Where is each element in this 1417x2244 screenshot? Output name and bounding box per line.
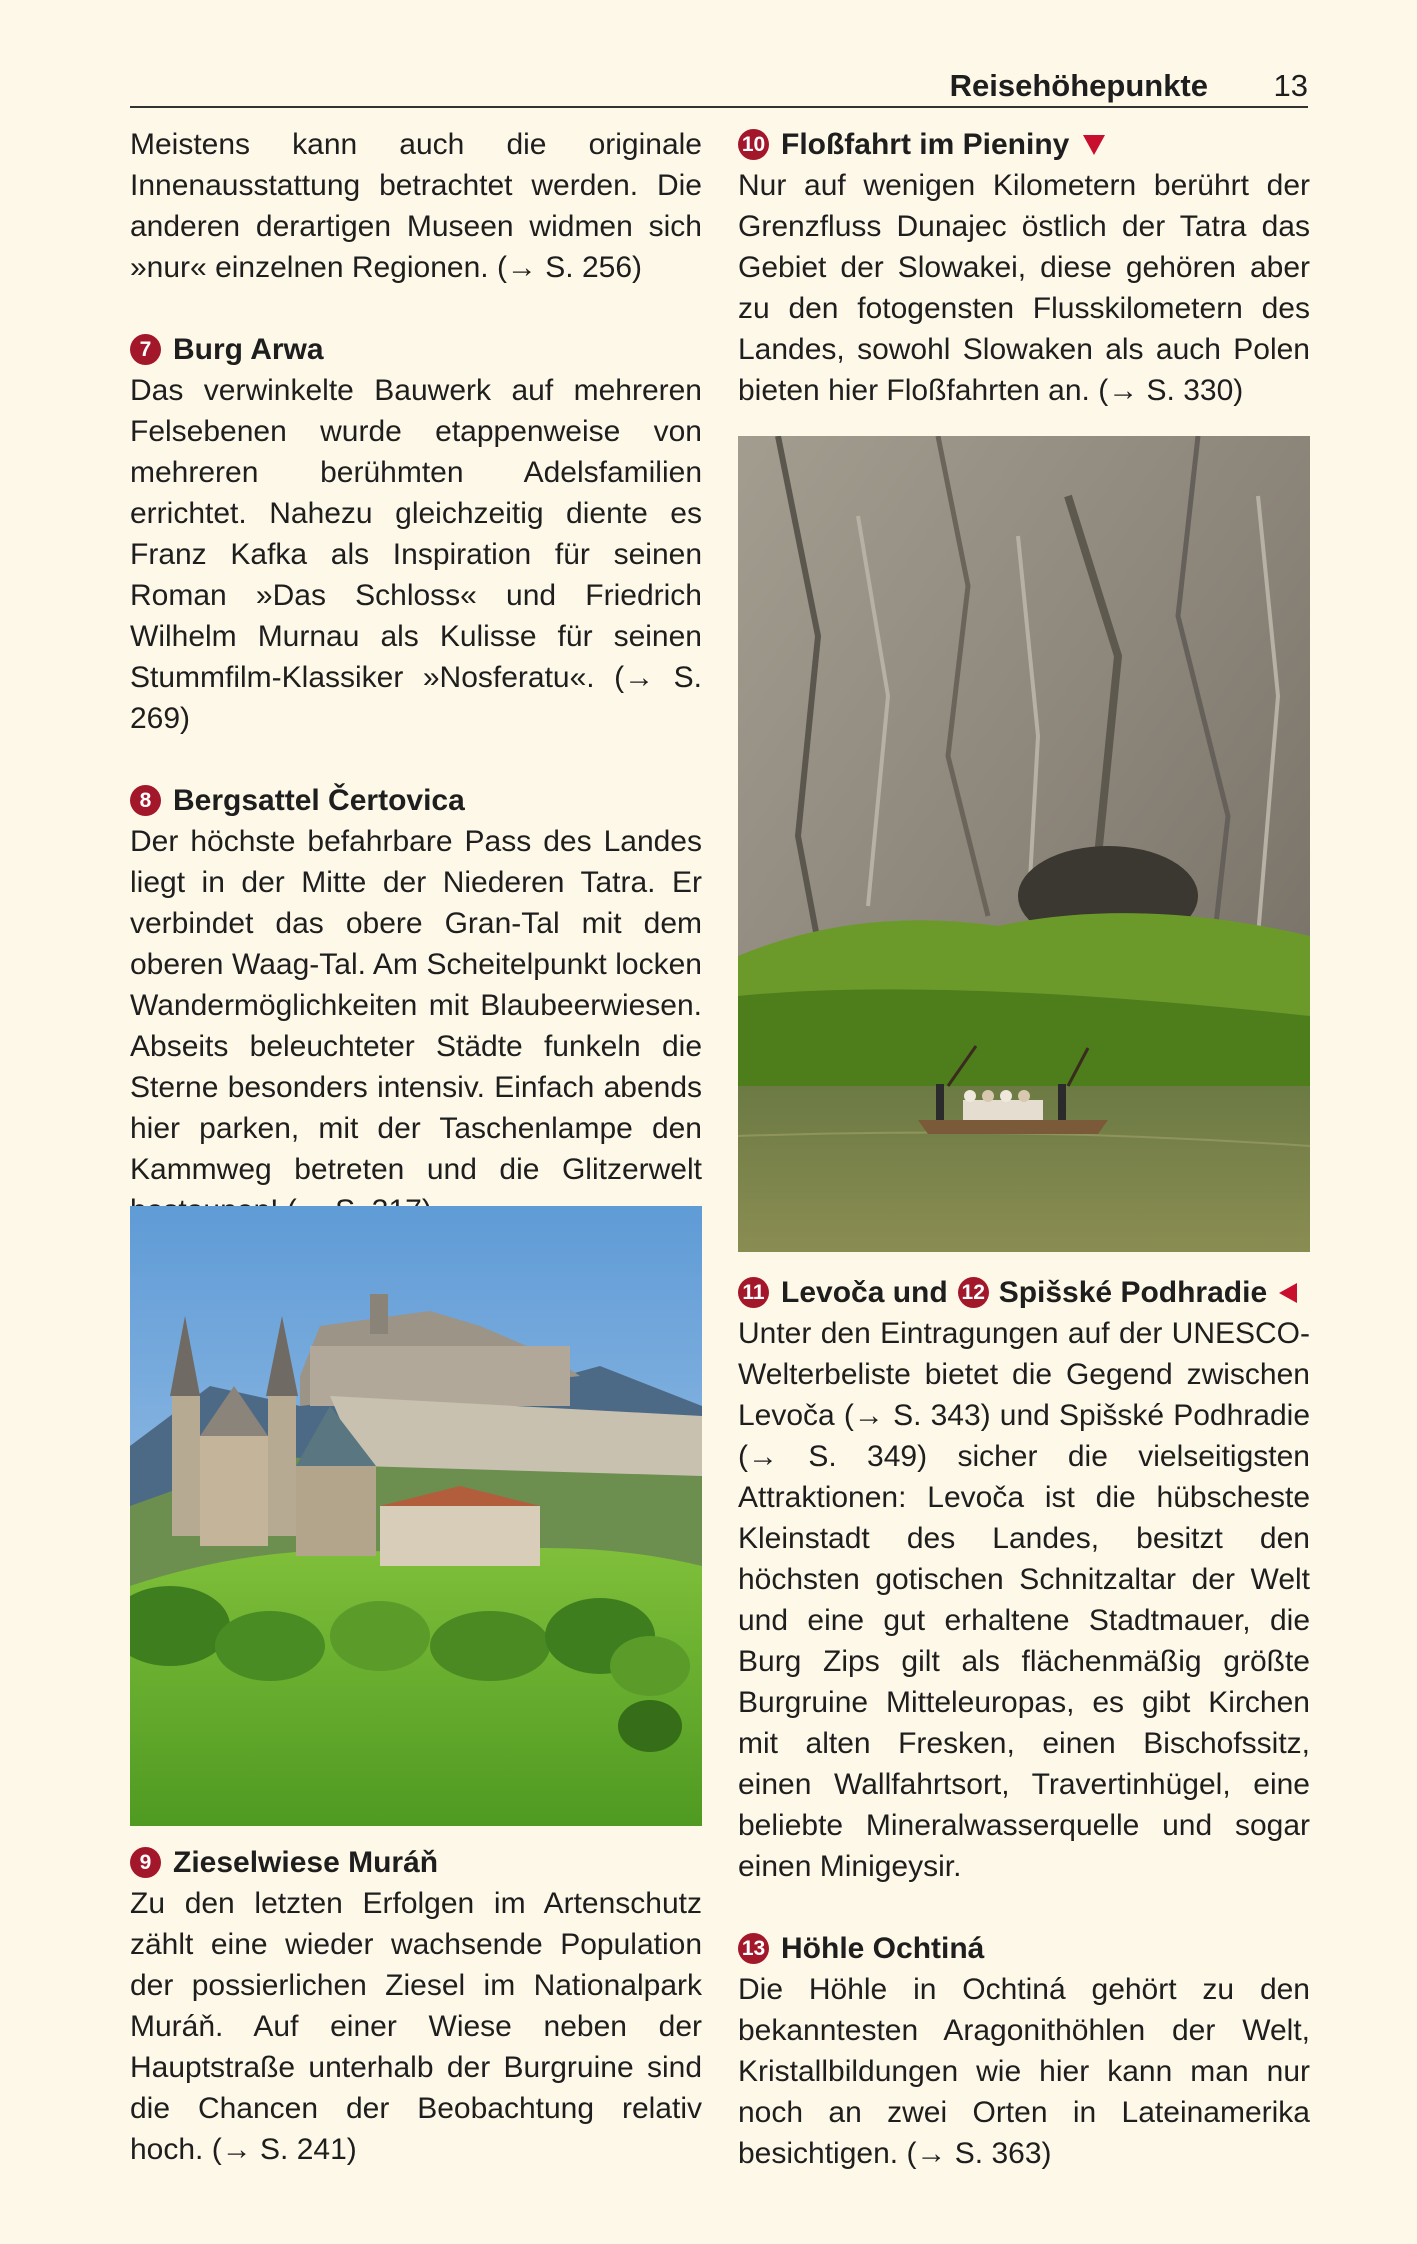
entry-title-text: Floßfahrt im Pieniny bbox=[781, 128, 1070, 161]
entry-flossfahrt bbox=[738, 124, 1310, 411]
entry-text: Das verwinkelte Bauwerk auf mehreren Felsebenen wurde etappenweise von mehreren berühmten Adelsfamilien errichtet. Nahezu gleichzeitig diente es Franz Kafka als Inspiration für seinen Roman »Das Schloss« und Friedrich Wilhelm Murnau als Kulisse für seinen Stummfilm-Klassiker »Nosferatu«. (→ S. 269) bbox=[130, 374, 702, 735]
number-badge: 9 bbox=[130, 1847, 161, 1878]
number-badge: 7 bbox=[130, 334, 161, 365]
number-badge: 12 bbox=[958, 1277, 989, 1308]
triangle-left-icon bbox=[1279, 1283, 1297, 1303]
page-header bbox=[130, 66, 1308, 108]
entry-ochtina bbox=[738, 1928, 1310, 2174]
entry-text: Die Höhle in Ochtiná gehört zu den bekanntesten Aragonithöhlen der Welt, Kristallbildungen wie hier kann man nur noch an zwei Orten in Lateinamerika besichtigen. (→ S. 363) bbox=[738, 1973, 1310, 2170]
intro-paragraph: Meistens kann auch die originale Innenausstattung betrachtet werden. Die anderen derartigen Museen widmen sich »nur« einzelnen Regionen. (→ S. 256) bbox=[130, 128, 702, 284]
entry-title-text: Levoča und bbox=[781, 1276, 948, 1309]
entry-murany bbox=[130, 1842, 702, 2170]
entry-title-text: Burg Arwa bbox=[173, 333, 324, 366]
right-column bbox=[738, 124, 1310, 411]
entry-title-text-2: Spišské Podhradie bbox=[998, 1276, 1268, 1309]
number-badge: 10 bbox=[738, 129, 769, 160]
triangle-down-icon bbox=[1083, 135, 1105, 155]
river-raft-photo bbox=[738, 436, 1310, 1252]
entry-certovica bbox=[130, 780, 702, 1231]
entry-burg-arwa bbox=[130, 329, 702, 739]
number-badge: 11 bbox=[738, 1277, 769, 1308]
entry-title bbox=[738, 1928, 1310, 1969]
entry-text: Der höchste befahrbare Pass des Landes liegt in der Mitte der Niederen Tatra. Er verbindet das obere Gran-Tal mit dem oberen Waag-Tal. Am Scheitelpunkt locken Wandermöglichkeiten mit Blaubeerwiesen. Abseits beleuchteter Städte funkeln die Sterne besonders intensiv. Einfach abends hier parken, mit der Taschenlampe den Kammweg betreten und die Glitzerwelt bbox=[130, 825, 702, 1186]
entry-title bbox=[738, 124, 1310, 165]
left-column-bottom bbox=[130, 1842, 702, 2170]
entry-title bbox=[130, 780, 702, 821]
entry-title-text: Höhle Ochtiná bbox=[781, 1932, 985, 1965]
number-badge: 13 bbox=[738, 1933, 769, 1964]
entry-text: Nur auf wenigen Kilometern berührt der Grenzfluss Dunajec östlich der Tatra das Gebiet der Slowakei, diese gehören aber zu den fotogensten Flusskilometern des Landes, sowohl Slowaken als auch Polen bieten hier Floßfahrten an. (→ S. 330) bbox=[738, 169, 1310, 407]
entry-levoca-spisske bbox=[738, 1272, 1310, 1887]
number-badge: 8 bbox=[130, 785, 161, 816]
entry-text: Zu den letzten Erfolgen im Artenschutz zählt eine wieder wachsende Population der possierlichen Ziesel im Nationalpark Muráň. Auf einer Wiese neben der Hauptstraße unterhalb der Burgruine sind die Chancen der Beobachtung relativ hoch. (→ S. 241) bbox=[130, 1887, 702, 2166]
left-column bbox=[130, 124, 702, 1231]
right-column-bottom bbox=[738, 1272, 1310, 2174]
entry-title-text: Zieselwiese Muráň bbox=[173, 1846, 439, 1879]
entry-title bbox=[130, 1842, 702, 1883]
entry-title-text: Bergsattel Čertovica bbox=[173, 784, 465, 817]
castle-church-photo bbox=[130, 1206, 702, 1826]
section-title: Reisehöhepunkte bbox=[949, 68, 1208, 103]
page-number: 13 bbox=[1273, 68, 1308, 103]
entry-title bbox=[130, 329, 702, 370]
entry-text: Unter den Eintragungen auf der UNESCO-Welterbeliste bietet die Gegend zwischen Levoča (→ S. 343) und Spišské Podhradie (→ S. 349) sicher die vielseitigsten Attraktionen: Levoča ist die hübscheste Kleinstadt des Landes, besitzt den höchsten gotischen Schnitzaltar der Welt und eine gut erhaltene Stadtmauer, die Burg Zips gilt als flächenmäßig größte Burgruine Mitteleuropas, es gibt Kirchen mit alten Fresken, einen Bischofssitz, einen Wallfahrtsort, Travertinhügel, eine beliebte Mineralwasserquelle und sogar einen Minigeysir. bbox=[738, 1317, 1310, 1883]
entry-title bbox=[738, 1272, 1310, 1313]
